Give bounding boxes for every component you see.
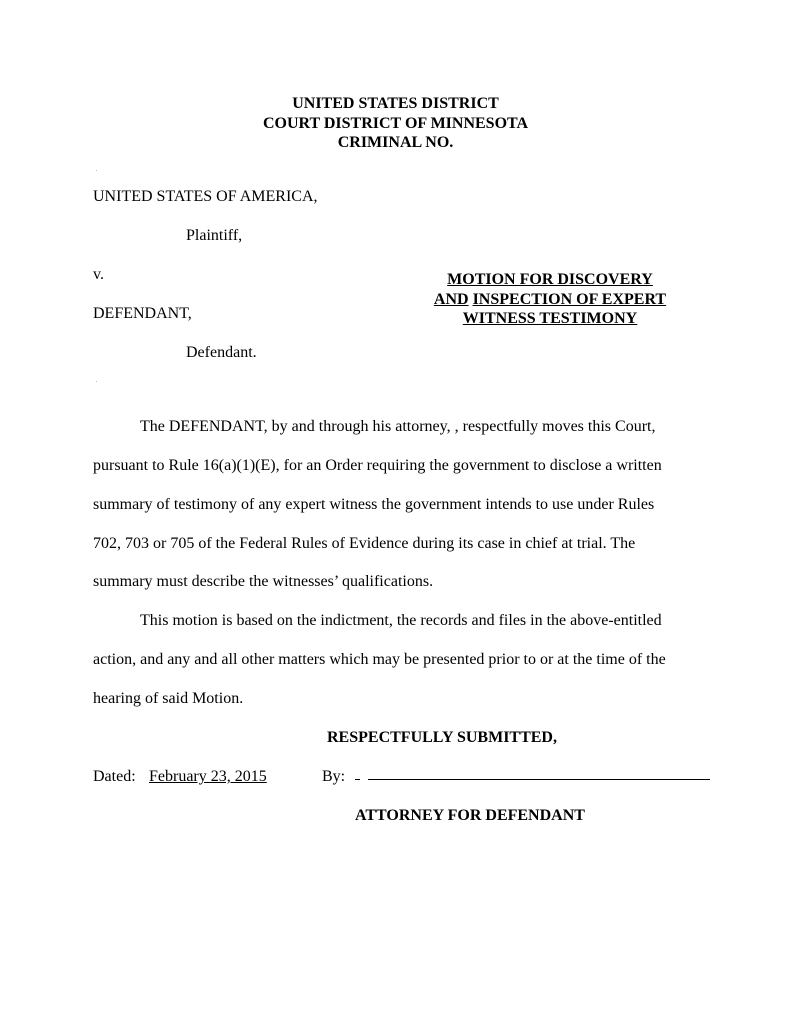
paragraph-2-line-3: hearing of said Motion. <box>93 690 244 707</box>
date-value: February 23, 2015 <box>149 768 267 785</box>
motion-title <box>420 270 680 329</box>
respectfully-submitted: RESPECTFULLY SUBMITTED, <box>327 729 557 746</box>
motion-title-line-3: WITNESS TESTIMONY <box>462 310 638 327</box>
stray-mark <box>96 381 97 382</box>
plaintiff-role: Plaintiff, <box>186 227 243 244</box>
paragraph-1-line-4: 702, 703 or 705 of the Federal Rules of Evidence during its case in chief at trial. The <box>93 535 636 552</box>
motion-title-line-2b: INSPECTION OF EXPERT <box>472 290 667 308</box>
signature-tick <box>355 779 360 780</box>
plaintiff-party: UNITED STATES OF AMERICA, <box>93 188 318 205</box>
case-number-label: CRIMINAL NO. <box>337 134 454 151</box>
dated-label: Dated: <box>93 768 136 785</box>
signature-line <box>368 779 710 780</box>
motion-title-line-1: MOTION FOR DISCOVERY <box>447 271 653 288</box>
attorney-for-defendant: ATTORNEY FOR DEFENDANT <box>355 807 585 824</box>
versus-label: v. <box>93 266 104 283</box>
court-header-line-2: COURT DISTRICT OF MINNESOTA <box>262 114 529 132</box>
defendant-role: Defendant. <box>186 344 257 361</box>
paragraph-1-line-5: summary must describe the witnesses’ qualifications. <box>93 573 434 590</box>
defendant-party: DEFENDANT, <box>93 305 192 322</box>
stray-mark <box>96 170 97 171</box>
court-header <box>0 94 791 153</box>
paragraph-2-line-2: action, and any and all other matters which may be presented prior to or at the time of the <box>93 651 666 668</box>
paragraph-1-line-2: pursuant to Rule 16(a)(1)(E), for an Order requiring the government to disclose a written <box>93 457 662 474</box>
paragraph-2-line-1: This motion is based on the indictment, the records and files in the above-entitled <box>140 612 662 629</box>
paragraph-1-line-1: The DEFENDANT, by and through his attorney, , respectfully moves this Court, <box>140 418 656 435</box>
paragraph-1-line-3: summary of testimony of any expert witness the government intends to use under Rules <box>93 496 655 513</box>
court-header-line-1: UNITED STATES DISTRICT <box>292 95 499 112</box>
motion-title-line-2a: AND <box>433 290 469 308</box>
by-label: By: <box>322 768 346 785</box>
